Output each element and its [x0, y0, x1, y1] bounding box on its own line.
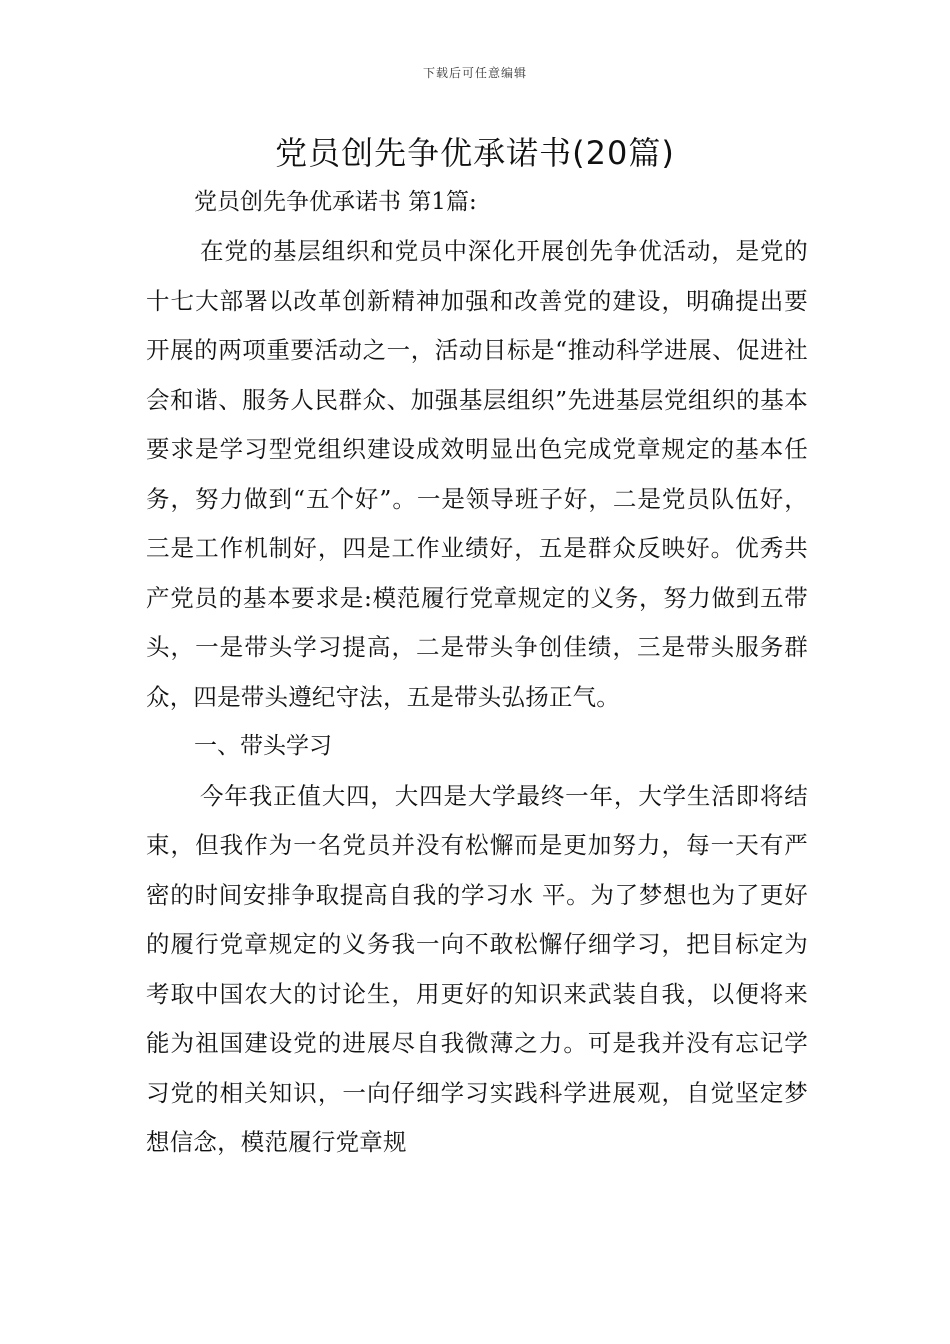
document-body [146, 178, 808, 1168]
document-subtitle: 党员创先争优承诺书 第1篇: [194, 189, 477, 215]
intro-paragraph: 在党的基层组织和党员中深化开展创先争优活动，是党的十七大部署以改革创新精神加强和改善党的建设，明确提出要开展的两项重要活动之一，活动目标是“推动科学进展、促进社会和谐、服务人民群众、加强基层组织”先进基层党组织的基本要求是学习型党组织建设成效明显出色完成党章规定的基本任务，努力做到“五个好”。一是领导班子好，二是党员队伍好，三是工作机制好，四是工作业绩好，五是群众反映好。优秀共产党员的基本要求是:模范履行党章规定的义务，努力做到五带头，一是带头学习提高，二是带头争创佳绩，三是带头服务群众，四是带头遵纪守法，五是带头弘扬正气。 [146, 237, 808, 711]
section-heading: 一、带头学习 [194, 733, 332, 759]
document-title: 党员创先争优承诺书(20篇) [275, 134, 675, 172]
header-note: 下载后可任意编辑 [422, 66, 527, 80]
section-paragraph: 今年我正值大四，大四是大学最终一年，大学生活即将结束，但我作为一名党员并没有松懈而是更加努力，每一天有严密的时间安排争取提高自我的学习水 平。为了梦想也为了更好的履行党章规定的义务我一向不敢松懈仔细学习，把目标定为考取中国农大的讨论生，用更好的知识来武装自我，以便将来能为祖国建设党的进展尽自我微薄之力。可是我并没有忘记学习党的相关知识，一向仔细学习实践科学进展观，自觉坚定梦想信念，模范履行党章规 [146, 781, 808, 1156]
